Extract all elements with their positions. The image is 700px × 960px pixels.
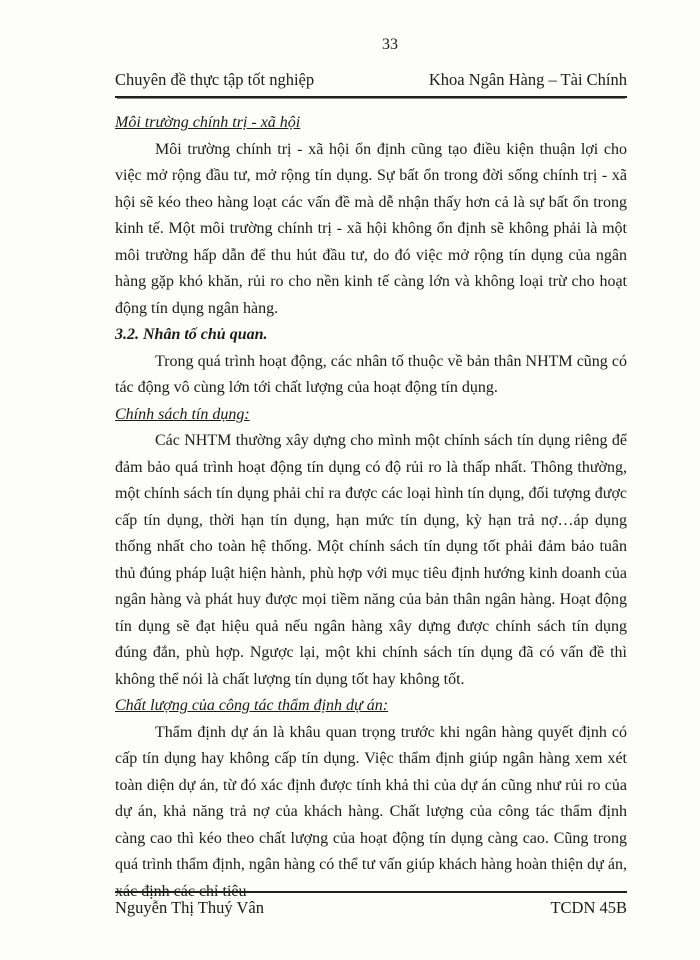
paragraph-political-environment: Môi trường chính trị - xã hội ổn định cũng tạo điều kiện thuận lợi cho việc mở rộng đầu tư, mở rộng tín dụng. Sự bất ổn trong đời sống chính trị - xã hội sẽ kéo theo hàng loạt các vấn đề mà dễ nhận thấy hơn cả là sự bất ổn trong kinh tế. Một môi trường chính trị - xã hội không ổn định sẽ không phải là một môi trường hấp dẫn để thu hút đầu tư, do đó việc mở rộng tín dụng của ngân hàng gặp khó khăn, rủi ro cho nền kinh tế càng lớn và không loại trừ cho hoạt động tín dụng ngân hàng. bbox=[115, 140, 627, 317]
paragraph-subjective-factors: Trong quá trình hoạt động, các nhân tố thuộc về bản thân NHTM cũng có tác động vô cùng lớn tới chất lượng của hoạt động tín dụng. bbox=[115, 352, 627, 396]
section-heading-3-2: 3.2. Nhân tố chủ quan. bbox=[115, 326, 268, 343]
subheading-text: Chất lượng của công tác thẩm định dự án: bbox=[115, 697, 389, 714]
subheading-political-environment bbox=[115, 110, 627, 137]
page-footer bbox=[115, 891, 627, 918]
subheading-project-appraisal bbox=[115, 693, 627, 720]
subheading-text: Môi trường chính trị - xã hội bbox=[115, 114, 301, 131]
paragraph-project-appraisal: Thẩm định dự án là khâu quan trọng trước khi ngân hàng quyết định có cấp tín dụng hay không cấp tín dụng. Việc thẩm định giúp ngân hàng xem xét toàn diện dự án, từ đó xác định được tính khả thi của dự án cũng như rủi ro của dự án, khả năng trả nợ của khách hàng. Chất lượng của công tác thẩm định càng cao thì kéo theo chất lượng của hoạt động tín dụng càng cao. Cũng trong quá trình thẩm định, ngân hàng có thể tư vấn giúp khách hàng hoàn thiện dự án, xác định các chỉ tiêu bbox=[115, 723, 627, 900]
page-number: 33 bbox=[382, 36, 398, 53]
header-right-title: Khoa Ngân Hàng – Tài Chính bbox=[428, 70, 627, 89]
footer-author-name: Nguyễn Thị Thuý Vân bbox=[115, 898, 264, 917]
subheading-credit-policy bbox=[115, 402, 627, 429]
footer-class-code: TCDN 45B bbox=[550, 898, 627, 917]
paragraph-credit-policy: Các NHTM thường xây dựng cho mình một chính sách tín dụng riêng để đảm bảo quá trình hoạt động tín dụng có độ rủi ro là thấp nhất. Thông thường, một chính sách tín dụng phải chỉ ra được các loại hình tín dụng, đối tượng được cấp tín dụng, thời hạn tín dụng, hạn mức tín dụng, kỳ hạn trả nợ…áp dụng thống nhất cho toàn hệ thống. Một chính sách tín dụng tốt phải đảm bảo tuân thủ đúng pháp luật hiện hành, phù hợp với mục tiêu định hướng kinh doanh của ngân hàng và phát huy được mọi tiềm năng của bản thân ngân hàng. Hoạt động tín dụng sẽ đạt hiệu quả nếu ngân hàng xây dựng được chính sách tín dụng đúng đắn, phù hợp. Ngược lại, một khi chính sách tín dụng đã có vấn đề thì không thể nói là chất lượng tín dụng tốt hay không tốt. bbox=[115, 432, 627, 688]
header-left-title: Chuyên đề thực tập tốt nghiệp bbox=[115, 70, 315, 89]
document-body bbox=[115, 110, 627, 905]
page-header bbox=[115, 70, 627, 98]
subheading-text: Chính sách tín dụng: bbox=[115, 405, 250, 423]
